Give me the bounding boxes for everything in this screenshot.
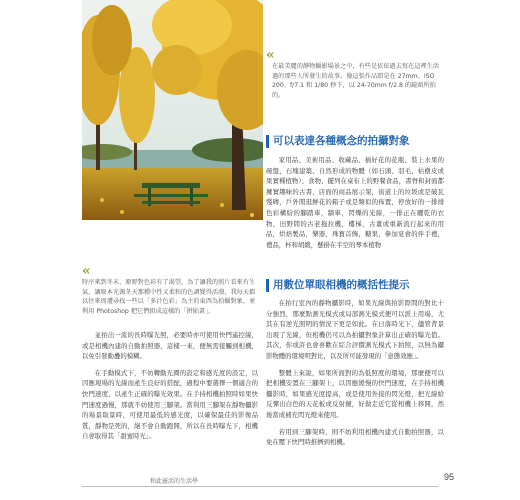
section-heading-dslr-tips: 用數位單眼相機的概括性提示 (266, 279, 410, 292)
caption-left-text: 時序來到冬末，原野對色彩有了渴望，為了讓我的照片看來有生氣，讓原本光源冬天那種中性又柔和的色調變得活潑，我每天都以往來周遭尋找一些以「多汁色彩」為主的東西為拍攝對象，並利用 Photoshop 把它們組成這樣的「拼貼畫」。 (82, 279, 256, 315)
footer-divider (82, 486, 438, 487)
footer-book-title: 和此靈活的生活學 (150, 478, 199, 485)
body-right-paragraph: 整體上來說，如果所面對的為低照度的環境，那麼便可以把相機安置在三腳架上，以因應緩慢的快門速度，在手持相機攝影時，如果感光度提高，或是使用外接的閃光燈，把光線給反彈出白色的天花板或反射鏡，好做走近它從相機上移開，然後當成補充閃光燈來使用。 (266, 368, 444, 419)
autumn-park-photo (82, 0, 263, 220)
page-number: 95 (444, 472, 455, 482)
body-column-right-2 (266, 298, 444, 454)
section-heading-subjects: 可以表達各種概念的拍攝對象 (266, 135, 410, 148)
caption-right-text: 在最美麗的靜物攝影場景之中，有些是依依過去寫在這裡生活過的那些人所發生的故事。像這張作品即是在 27mm、ISO 200、f/7.1 和 1/80 秒下，以 24-70mm f/2.8 的鏡頭所拍的。 (272, 63, 440, 99)
caption-quote-mark-left: « (82, 263, 91, 279)
body-left-paragraph: 在手動模式下，不妨轉動光圈的設定和感光度的設定，以因應現場的光線而產生良好的搭配，過程中要選擇一個適合的快門速度，以產生正確的曝光效果。在手持相機拍照時如果快門速度過慢，那就不妨使用三腳架。當利用三腳架在靜物攝影的場景取景時，可使用最低的感光度，以確保最佳的影像品質，靜物是死的，絕不會自動跑開，所以在長時曝光下，相機自會取得其「甜蜜時光」。 (82, 368, 258, 441)
body-right-paragraph: 若用到三腳架時，則不妨利用相機內建式自動拍照器，以免在壓下快門時推擠到相機。 (266, 427, 444, 447)
body-right-paragraph: 在拍行室內的靜物攝影時，如果光線與拍影際間的對比十分強烈，那麼點測光模式或局部測光模式便可以派上用場，尤其在有逆光照明的情況下更是如此。在日落時光下，儘管背景出現了光線，但相機仍可以為拍攝對象計算出正確的曝光值。其次，你或許也會喜歡在綜合評價測光模式下拍照，以無為攝影物體的環境明對比，以及所可能發現的「意態效應」。 (266, 299, 444, 360)
photo-caption-left (82, 278, 258, 316)
body-column-right-1 (266, 155, 444, 256)
body-right-paragraph: 家用品、美術用品、收藏品、插好花的花瓶、裝上水果的碗盤，石塊建築、自然形成的物體（如石頭、羽毛、枯樹皮或果實種植物）、食物、擺列在桌布上的野餐食品，書脊和封面都擁實趣味的古書，店面的商品展示架，街道上的垃圾或是破瓦殘磚，戶外閒逛鮮花的箱子或是類似的佈置，停放好的一排排色彩構紛的腳踏車，牆車，閃爍的光線，一排正在曬乾的衣物，田野間的古老拖拉機，樓梯，古董或重新流行起來的用品，烘焙製品，樂器，珠寶首飾，糖果，參加宴會的伴手禮，禮品，杯和胡緞，懸掛在半空的琴本植物 (266, 156, 444, 249)
caption-quote-mark-right: « (266, 47, 275, 63)
body-left-paragraph: 並拍出一流的長時曝光照，必要時亦可使用快門遙控線，或是相機內建的自動拍照器，這樣一來，便無需接觸到相機，以免引發動疊的模糊。 (82, 331, 258, 361)
body-column-left (82, 330, 258, 448)
photo-caption-right (272, 62, 440, 100)
